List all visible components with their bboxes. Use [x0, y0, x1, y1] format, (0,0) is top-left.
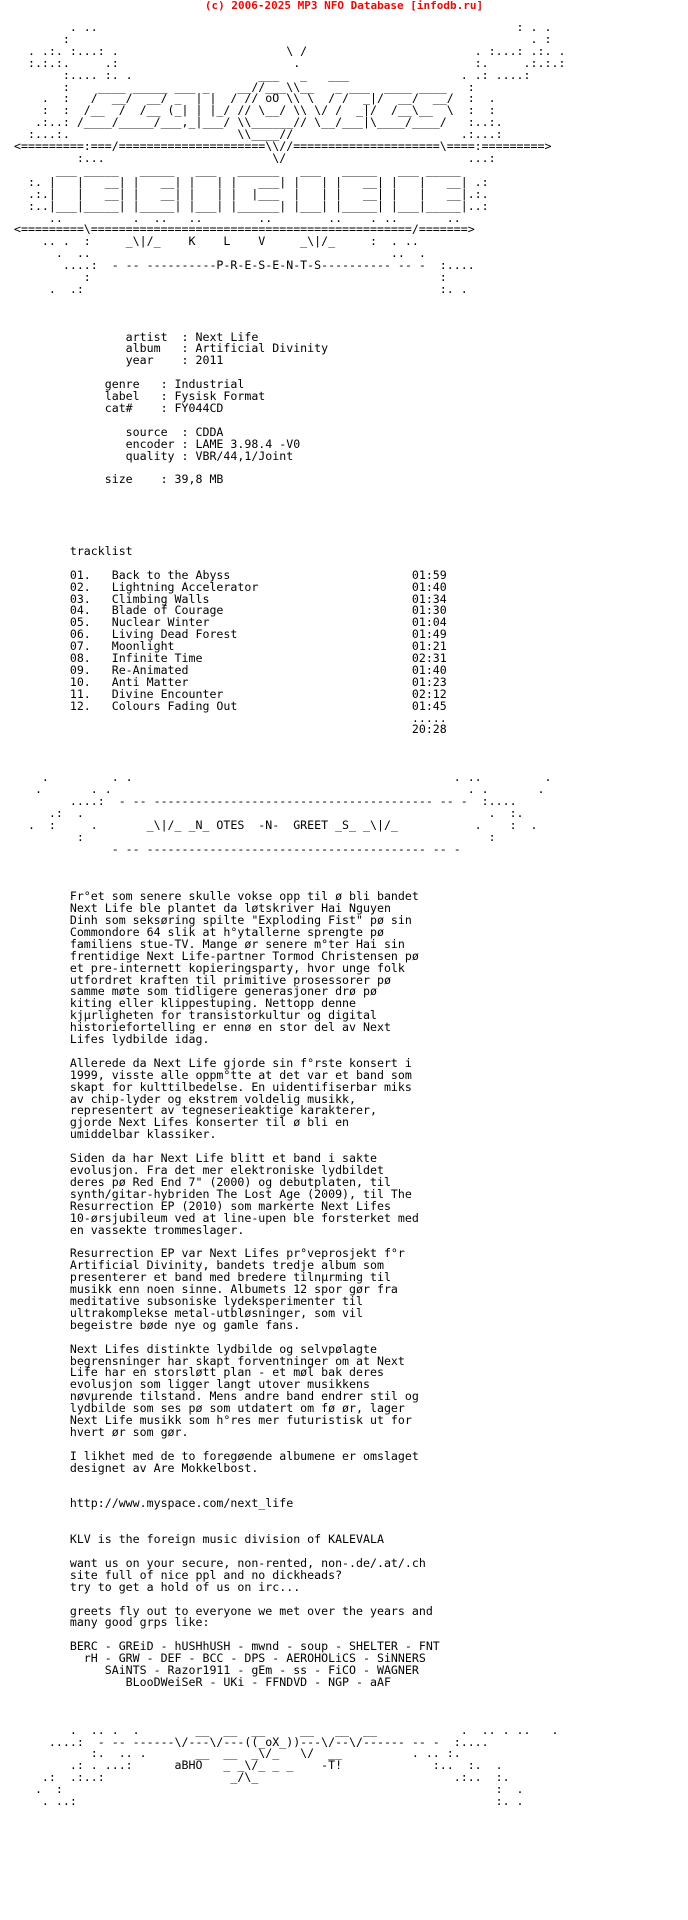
nfo-text: . .. : . . : . : . .:. :...: . \ / . :...: .:. . :.:.:. .: . :. .:.:.: :.... :. . ___ _ ___ . .: ....: : ____ _____ ___ _ __//___\\__ _ ___ ____ ____ : . : / __/ __/ _ | | / // oO \\ \ / / _|/ __/ __/ : . : : /__ / /__ (_| | |_/ // \__/ \\ \/ / _|/ /__\__ \ : : .:..: /____/_____/___,_|___/ \\______// \__/___|\____/____/ :..:. :...:. \\____// .:...: <=========:===/=====================\\//=====================\====:=========> :... \/ ...: ___ _____ _____ ___ ______ ___ _____ ___ _____ :. | | __| | __| | | | ___| | | | __| | | __| .: .:.| | __| | __| | | | |___ | | | __| | | __|.:. :..|___|_____| |_____| |___| |______| |___| |_____| |___|_____|..: .. . .. .. .. .. . .. .. <=========\==============================================/=======> .. . : _\|/_ K L V _\|/_ : . .. . .. .. . ....: - -- ----------P-R-E-S-E-N-T-S---------- -- - :.... : : . .: :. . artist : Next Life album : Artificial Divinity year : 2011 genre : Industrial label : Fysisk Format cat# : FY044CD source : CDDA encoder : LAME 3.98.4 -V0 quality : VBR/44,1/Joint size : 39,8 MB tracklist 01. Back to the Abyss 01:59 02. Lightning Accelerator 01:40 03. Climbing Walls 01:34 04. Blade of Courage 01:30 05. Nuclear Winter 01:04 06. Living Dead Forest 01:49 07. Moonlight 01:21 08. Infinite Time 02:31 09. Re-Animated 01:40 10. Anti Matter 01:23 11. Divine Encounter 02:12 12. Colours Fading Out 01:45 ..... 20:28 . . . . .. . . . . . . . ....: - -- ---------------------------------------- -- - :.... .: . . :. . : . _\|/_ _N_ OTES -N- GREET _S_ _\|/_ . : . : : - -- ---------------------------------------- -- - Fr°et som senere skulle vokse opp til ø bli bandet Next Life ble plantet da løtskriver Hai Nguyen Dinh som seksøring spilte "Exploding Fist" pø sin Commondore 64 slik at h°ytallerne sprengte pø familiens stue-TV. Mange ør senere m°ter Hai sin frentidige Next Life-partner Tormod Christensen pø et pre-internett kopieringsparty, hvor unge folk utfordret kraften til primitive prosessorer pø samme møte som tidligere generasjoner drø pø kiting eller klippestuping. Nettopp denne kjµrligheten for transistorkultur og digital historiefortelling er ennø en stor del av Next Lifes lydbilde idag. Allerede da Next Life gjorde sin f°rste konsert i 1999, visste alle oppm°tte at det var et band som skapt for kulttilbedelse. En uidentifiserbar miks av chip-lyder og ekstrem voldelig musikk, representert av tegneserieaktige karakterer, gjorde Next Lifes konserter til ø bli en umiddelbar klassiker. Siden da har Next Life blitt et band i sakte evolusjon. Fra det mer elektroniske lydbildet deres pø Red End 7" (2000) og debutplaten, til synth/gitar-hybriden The Lost Age (2009), til The Resurrection EP (2010) som markerte Next Lifes 10-ørsjubileum ved at line-upen ble forsterket med en vassekte trommeslager. Resurrection EP var Next Lifes pr°veprosjekt f°r Artificial Divinity, bandets tredje album som presenterer et band med bredere tilnµrming til musikk enn noen sinne. Albumets 12 spor gør fra meditative subsoniske lydeksperimenter til ultrakomplekse metal-utbløsninger, som vil begeistre bøde nye og gamle fans. Next Lifes distinkte lydbilde og selvpølagte begrensninger har skapt forventninger om at Next Life har en storsløtt plan - et møl bak deres evolusjon som ligger langt utover musikkens nøvµrende tilstand. Mens andre band endrer stil og lydbilde som ses pø som utdatert om fø ør, lager Next Life musikk som h°res mer futuristisk ut for hvert ør som gør. I likhet med de to foregøende albumene er omslaget designet av Are Mokkelbost. http://www.myspace.com/next_life KLV is the foreign music division of KALEVALA want us on your secure, non-rented, non-.de/.at/.ch site full of nice ppl and no dickheads? try to get a hold of us on irc... greets fly out to everyone we met over the years and many good grps like: BERC - GREiD - hUSHhUSH - mwnd - soup - SHELTER - FNT rH - GRW - DEF - BCC - DPS - AEROHOLiCS - SiNNERS SAiNTS - Razor1911 - gEm - ss - FiCO - WAGNER BLooDWeiSeR - UKi - FFNDVD - NGP - aAF . .. . . __ __ __ __ __ __ . .. . .. . ....: - -- ------\/---\/---((_oX_))---\/--\/------ -- - :.... :. .. . __ __ _\/_ \/ __ . .. :. .: . ...: aBHO _ _\/_ _ _ -T! :.. :. . .: .:..: _/\_ .:.. :. . : : . . ..: :. . [14, 20, 566, 1809]
site-header: (c) 2006-2025 MP3 NFO Database [infodb.ru] [204, 0, 484, 12]
